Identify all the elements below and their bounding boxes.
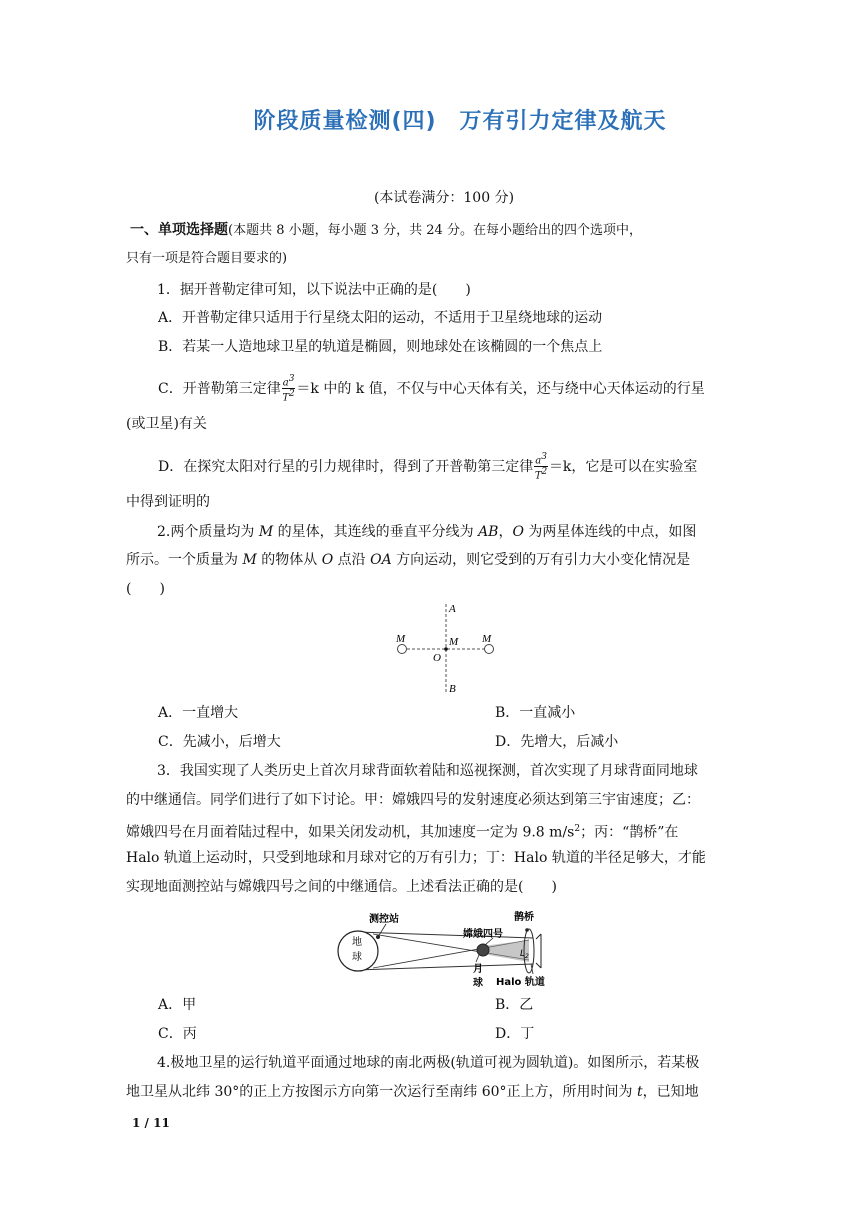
halo-label: Halo 轨道 (496, 977, 545, 988)
midpoint-mass (444, 647, 448, 651)
q2-option-b: B．一直减小 (495, 705, 576, 721)
q2-l2a: 所示。一个质量为 (126, 552, 243, 568)
q4-l2a: 地卫星从北纬 30°的正上方按图示方向第一次运行至南纬 60°正上方，所用时间为 (126, 1084, 637, 1100)
score-note: (本试卷满分：100 分) (373, 190, 515, 206)
q1-option-d (158, 452, 697, 482)
station-label: 测控站 (369, 914, 399, 925)
q4-line1: 4.极地卫星的运行轨道平面通过地球的南北两极(轨道可视为圆轨道)。如图所示，若某极 (157, 1055, 700, 1071)
q2-ab-symbol: AB (478, 524, 499, 540)
q4-t-symbol: t (636, 1084, 643, 1100)
q3-option-b: B．乙 (495, 997, 534, 1013)
queqiao-satellite (525, 928, 529, 932)
q2-figure (390, 600, 510, 696)
q3-option-a: A．甲 (158, 997, 197, 1013)
l2-letter: L (520, 949, 526, 959)
moon-pointer (476, 955, 479, 962)
page-number: 1 / 11 (132, 1116, 170, 1130)
q3-line4: Halo 轨道上运动时，只受到地球和月球对它的万有引力；丁：Halo 轨道的半径足够大，才能 (126, 850, 706, 866)
q3-l3-sup: 2 (574, 824, 581, 834)
q1-option-c (158, 374, 705, 404)
q1-stem: 1．据开普勒定律可知，以下说法中正确的是( ) (157, 282, 471, 298)
station-pointer (378, 924, 386, 937)
earth-label-2: 球 (352, 952, 362, 963)
kepler-fraction (282, 374, 296, 404)
q1-option-a: A．开普勒定律只适用于行星绕太阳的运动，不适用于卫星绕地球的运动 (158, 310, 603, 326)
section1-desc-2: 只有一项是符合题目要求的) (126, 251, 288, 266)
section1-desc-1: (本题共 8 小题，每小题 3 分，共 24 分。在每小题给出的四个选项中， (228, 223, 642, 238)
q2-o-symbol: O (321, 552, 334, 568)
label-a: A (449, 603, 456, 615)
q2-l1c: ， (498, 524, 513, 540)
moon-label-1: 月 (473, 964, 483, 975)
moon-label-2: 球 (473, 978, 483, 989)
q3-option-c: C．丙 (158, 1026, 197, 1042)
label-o: O (433, 652, 441, 664)
q2-line2 (126, 550, 690, 570)
frac-numerator-exp: 3 (288, 374, 295, 384)
q1-d-post: ＝k，它是可以在实验室 (548, 458, 698, 475)
earth-label-1: 地 (352, 937, 362, 948)
left-star (398, 645, 407, 654)
label-b: B (449, 683, 456, 695)
q2-option-d: D．先增大，后减小 (495, 734, 619, 750)
frac-numerator-exp: 3 (541, 452, 547, 462)
q1-option-c-cont: (或卫星)有关 (126, 416, 207, 432)
label-m-left: M (396, 633, 406, 645)
section1-heading (130, 220, 642, 241)
q2-oa-symbol: OA (370, 552, 392, 568)
frac-numerator: a (282, 377, 289, 389)
q3-figure (333, 904, 548, 990)
right-star (485, 645, 494, 654)
frac-denominator: T (282, 392, 290, 404)
q2-o-symbol: O (512, 524, 524, 540)
q1-c-pre: C．开普勒第三定律 (158, 380, 281, 397)
change4-label: 嫦娥四号 (463, 929, 503, 940)
q2-l2c: 点沿 (333, 552, 371, 568)
page-title: 阶段质量检测(四) 万有引力定律及航天 (253, 109, 667, 134)
q3-line3 (126, 819, 678, 843)
q2-l1a: 2.两个质量均为 (157, 524, 259, 540)
frac-numerator: a (535, 455, 542, 467)
q3-option-d: D．丁 (495, 1026, 535, 1042)
label-m-mid: M (449, 636, 459, 648)
q2-option-a: A．一直增大 (158, 705, 239, 721)
q1-option-b: B．若某一人造地球卫星的轨道是椭圆，则地球处在该椭圆的一个焦点上 (158, 339, 603, 355)
q2-l1b: 的星体，其连线的垂直平分线为 (273, 524, 479, 540)
upper-line (357, 932, 533, 938)
far-edge-bottom (536, 963, 541, 968)
frac-denominator: T (534, 470, 542, 482)
q3-line5: 实现地面测控站与嫦娥四号之间的中继通信。上述看法正确的是( ) (126, 879, 557, 895)
q2-l1d: 为两星体连线的中点，如图 (523, 524, 697, 540)
q1-d-pre: D．在探究太阳对行星的引力规律时，得到了开普勒第三定律 (158, 458, 534, 475)
lower-line (357, 964, 533, 970)
moon (477, 944, 489, 956)
q2-l2b: 的物体从 (256, 552, 322, 568)
far-edge-top (536, 934, 541, 939)
l2-sub: 2 (525, 953, 529, 960)
queqiao-label: 鹊桥 (514, 912, 534, 923)
q3-line1: 3．我国实现了人类历史上首次月球背面软着陆和巡视探测，首次实现了月球背面同地球 (157, 763, 698, 779)
q2-line1 (157, 522, 696, 542)
q1-c-post: ＝k 中的 k 值，不仅与中心天体有关，还与绕中心天体运动的行星 (296, 380, 705, 397)
q2-l2d: 方向运动，则它受到的万有引力大小变化情况是 (391, 552, 691, 568)
frac-denominator-exp: 2 (289, 389, 295, 400)
label-m-right: M (482, 633, 492, 645)
q2-line3: ( ) (126, 581, 165, 597)
q2-mass-symbol: M (258, 524, 274, 540)
q3-l3b: ；丙：“鹊桥”在 (580, 824, 679, 841)
q4-l2b: ，已知地 (642, 1084, 699, 1100)
q2-mass-symbol: M (242, 552, 257, 568)
q4-line2 (126, 1082, 699, 1102)
q3-line2: 的中继通信。同学们进行了如下讨论。甲：嫦娥四号的发射速度必须达到第三宇宙速度；乙： (126, 792, 700, 808)
q3-l3a: 嫦娥四号在月面着陆过程中，如果关闭发动机，其加速度一定为 9.8 m/s (126, 824, 575, 841)
kepler-fraction-2 (534, 452, 548, 482)
frac-denominator-exp: 2 (541, 467, 548, 478)
q2-option-c: C．先减小，后增大 (158, 734, 281, 750)
q1-option-d-cont: 中得到证明的 (126, 494, 210, 510)
section1-title: 一、单项选择题 (130, 222, 228, 238)
